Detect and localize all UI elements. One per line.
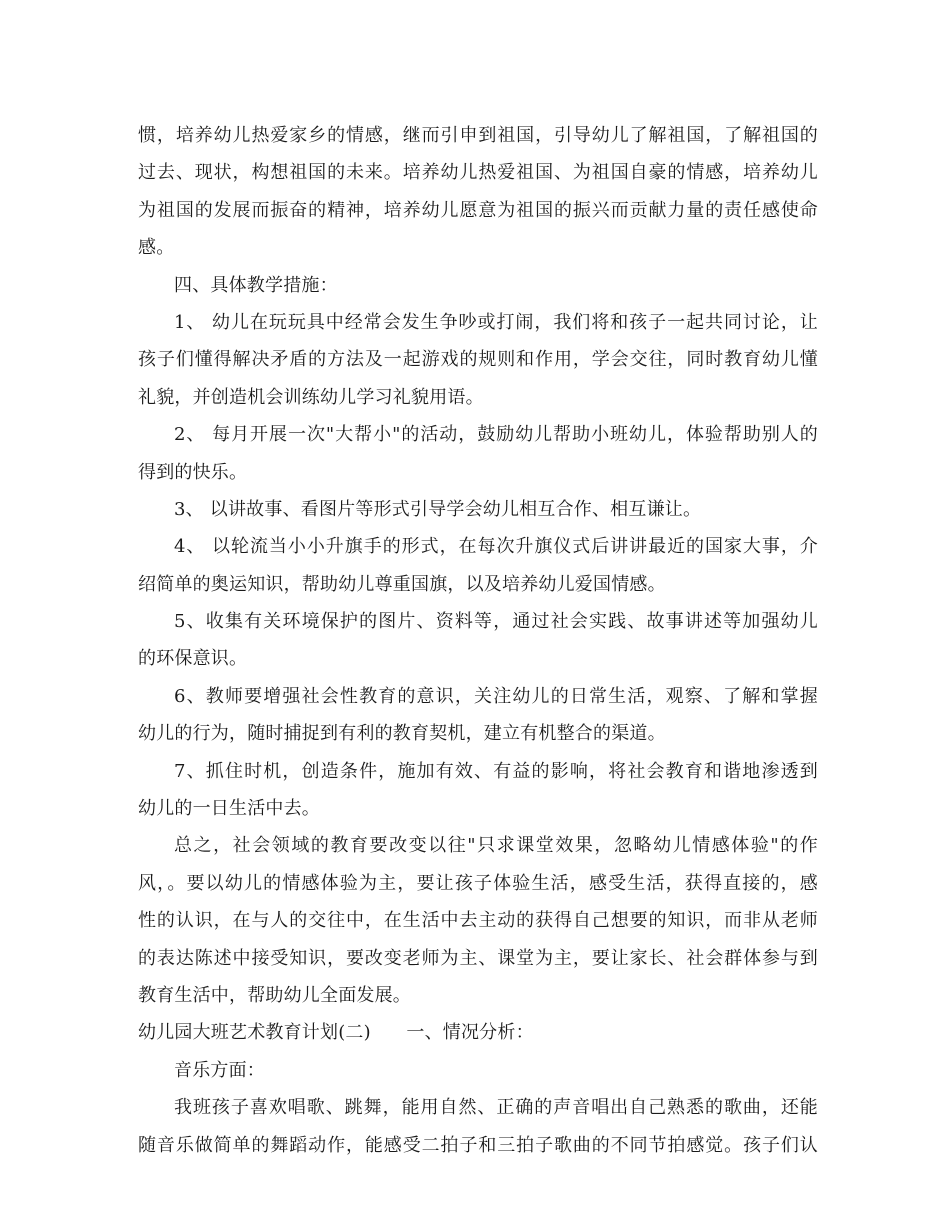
text-line: 绍简单的奥运知识，帮助幼儿尊重国旗，以及培养幼儿爱国情感。: [138, 573, 666, 595]
text-line: 孩子们懂得解决矛盾的方法及一起游戏的规则和作用，学会交往，同时教育幼儿懂: [138, 349, 818, 371]
text-line: 礼貌，并创造机会训练幼儿学习礼貌用语。: [138, 386, 484, 408]
text-line: 总之，社会领域的教育要改变以往"只求课堂效果，忽略幼儿情感体验"的作: [174, 835, 818, 857]
text-line: 的表达陈述中接受知识，要改变老师为主、课堂为主，要让家长、社会群体参与到: [138, 947, 818, 969]
text-line: 幼儿的行为，随时捕捉到有利的教育契机，建立有机整合的渠道。: [138, 723, 666, 745]
text-line: 7、抓住时机，创造条件，施加有效、有益的影响，将社会教育和谐地渗透到: [174, 760, 818, 782]
text-line: 得到的快乐。: [138, 461, 248, 483]
text-line: 3、 以讲故事、看图片等形式引导学会幼儿相互合作、相互谦让。: [174, 498, 702, 520]
subsection-heading: 音乐方面：: [174, 1059, 265, 1081]
text-line: 教育生活中，帮助幼儿全面发展。: [138, 984, 411, 1006]
text-line: 随音乐做简单的舞蹈动作，能感受二拍子和三拍子歌曲的不同节拍感觉。孩子们认: [138, 1134, 818, 1156]
text-line: 2、 每月开展一次"大帮小"的活动，鼓励幼儿帮助小班幼儿，体验帮助别人的: [174, 424, 818, 446]
text-line: 的环保意识。: [138, 648, 248, 670]
text-line: 5、收集有关环境保护的图片、资料等，通过社会实践、故事讲述等加强幼儿: [174, 611, 818, 633]
text-line: 风，。要以幼儿的情感体验为主，要让孩子体验生活，感受生活，获得直接的，感: [138, 872, 818, 894]
text-line: 惯，培养幼儿热爱家乡的情感，继而引申到祖国，引导幼儿了解祖国，了解祖国的: [138, 125, 818, 146]
text-line: 感。: [138, 237, 175, 259]
section-title: 幼儿园大班艺术教育计划(二) 一、情况分析：: [138, 1022, 534, 1044]
text-line: 1、 幼儿在玩玩具中经常会发生争吵或打闹，我们将和孩子一起共同讨论，让: [174, 311, 818, 333]
text-line: 性的认识，在与人的交往中，在生活中去主动的获得自己想要的知识，而非从老师: [138, 910, 818, 932]
text-line: 6、教师要增强社会性教育的意识，关注幼儿的日常生活，观察、了解和掌握: [174, 685, 818, 707]
text-line: 4、 以轮流当小小升旗手的形式，在每次升旗仪式后讲讲最近的国家大事，介: [174, 536, 818, 558]
section-heading: 四、具体教学措施：: [174, 274, 338, 296]
text-line: 我班孩子喜欢唱歌、跳舞，能用自然、正确的声音唱出自己熟悉的歌曲，还能: [174, 1097, 818, 1119]
document-body: [138, 117, 818, 1164]
text-line: 为祖国的发展而振奋的精神，培养幼儿愿意为祖国的振兴而贡献力量的责任感使命: [138, 199, 818, 221]
text-line: 过去、现状，构想祖国的未来。培养幼儿热爱祖国、为祖国自豪的情感，培养幼儿: [138, 162, 818, 184]
text-line: 幼儿的一日生活中去。: [138, 798, 320, 820]
